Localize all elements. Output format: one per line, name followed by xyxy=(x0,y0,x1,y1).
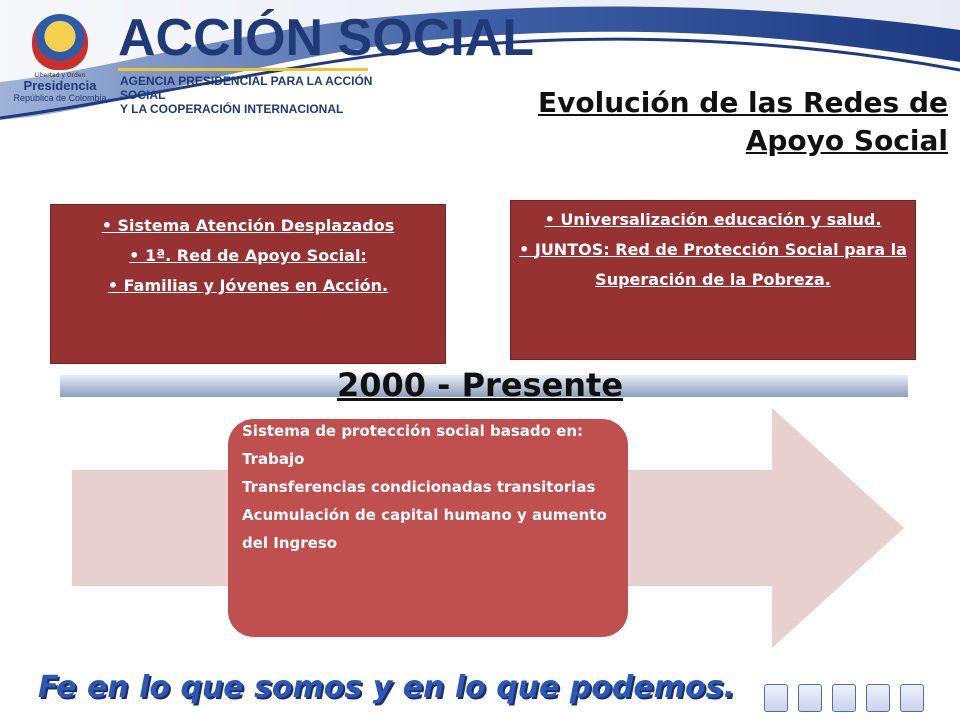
slogan: Fe en lo que somos y en lo que podemos. xyxy=(38,670,735,705)
page-title xyxy=(448,84,948,160)
right-info-box xyxy=(510,200,916,360)
right-box-item: • Universalización educación y salud. xyxy=(511,205,915,235)
left-box-item: • Sistema Atención Desplazados xyxy=(51,211,445,241)
left-box-item: • Familias y Jóvenes en Acción. xyxy=(51,271,445,301)
inner-line: del Ingreso xyxy=(242,534,338,552)
republica-label: República de Colombia xyxy=(13,93,107,103)
inner-line: Acumulación de capital humano y aumento xyxy=(242,506,607,524)
certification-icon xyxy=(764,684,788,712)
certification-logos xyxy=(764,684,924,712)
certification-icon xyxy=(832,684,856,712)
presidencia-logo xyxy=(10,14,110,114)
certification-icon xyxy=(798,684,822,712)
agency-line-1: AGENCIA PRESIDENCIAL PARA LA ACCIÓN SOCIAL xyxy=(120,74,373,102)
protection-system-box xyxy=(228,419,628,637)
title-line-2: Apoyo Social xyxy=(745,124,948,157)
certification-icon xyxy=(866,684,890,712)
right-box-item: • JUNTOS: Red de Protección Social para la Superación de la Pobreza. xyxy=(511,235,915,295)
agency-line-2: Y LA COOPERACIÓN INTERNACIONAL xyxy=(120,102,344,116)
period-label: 2000 - Presente xyxy=(336,366,624,404)
certification-icon xyxy=(900,684,924,712)
left-info-box xyxy=(50,204,446,364)
inner-line: Sistema de protección social basado en: xyxy=(242,422,584,440)
inner-line: Transferencias condicionadas transitorias xyxy=(242,478,596,496)
colombia-seal-icon xyxy=(32,14,88,70)
left-box-item: • 1ª. Red de Apoyo Social: xyxy=(51,241,445,271)
title-line-1: Evolución de las Redes de xyxy=(538,86,948,119)
agency-name xyxy=(120,74,390,116)
presidencia-label: Presidencia xyxy=(23,78,97,93)
inner-line: Trabajo xyxy=(242,450,305,468)
motto-text: Libertad y Orden xyxy=(34,72,86,79)
accion-social-brand: ACCIÓN SOCIAL xyxy=(118,9,534,67)
brand-underline xyxy=(118,68,368,71)
